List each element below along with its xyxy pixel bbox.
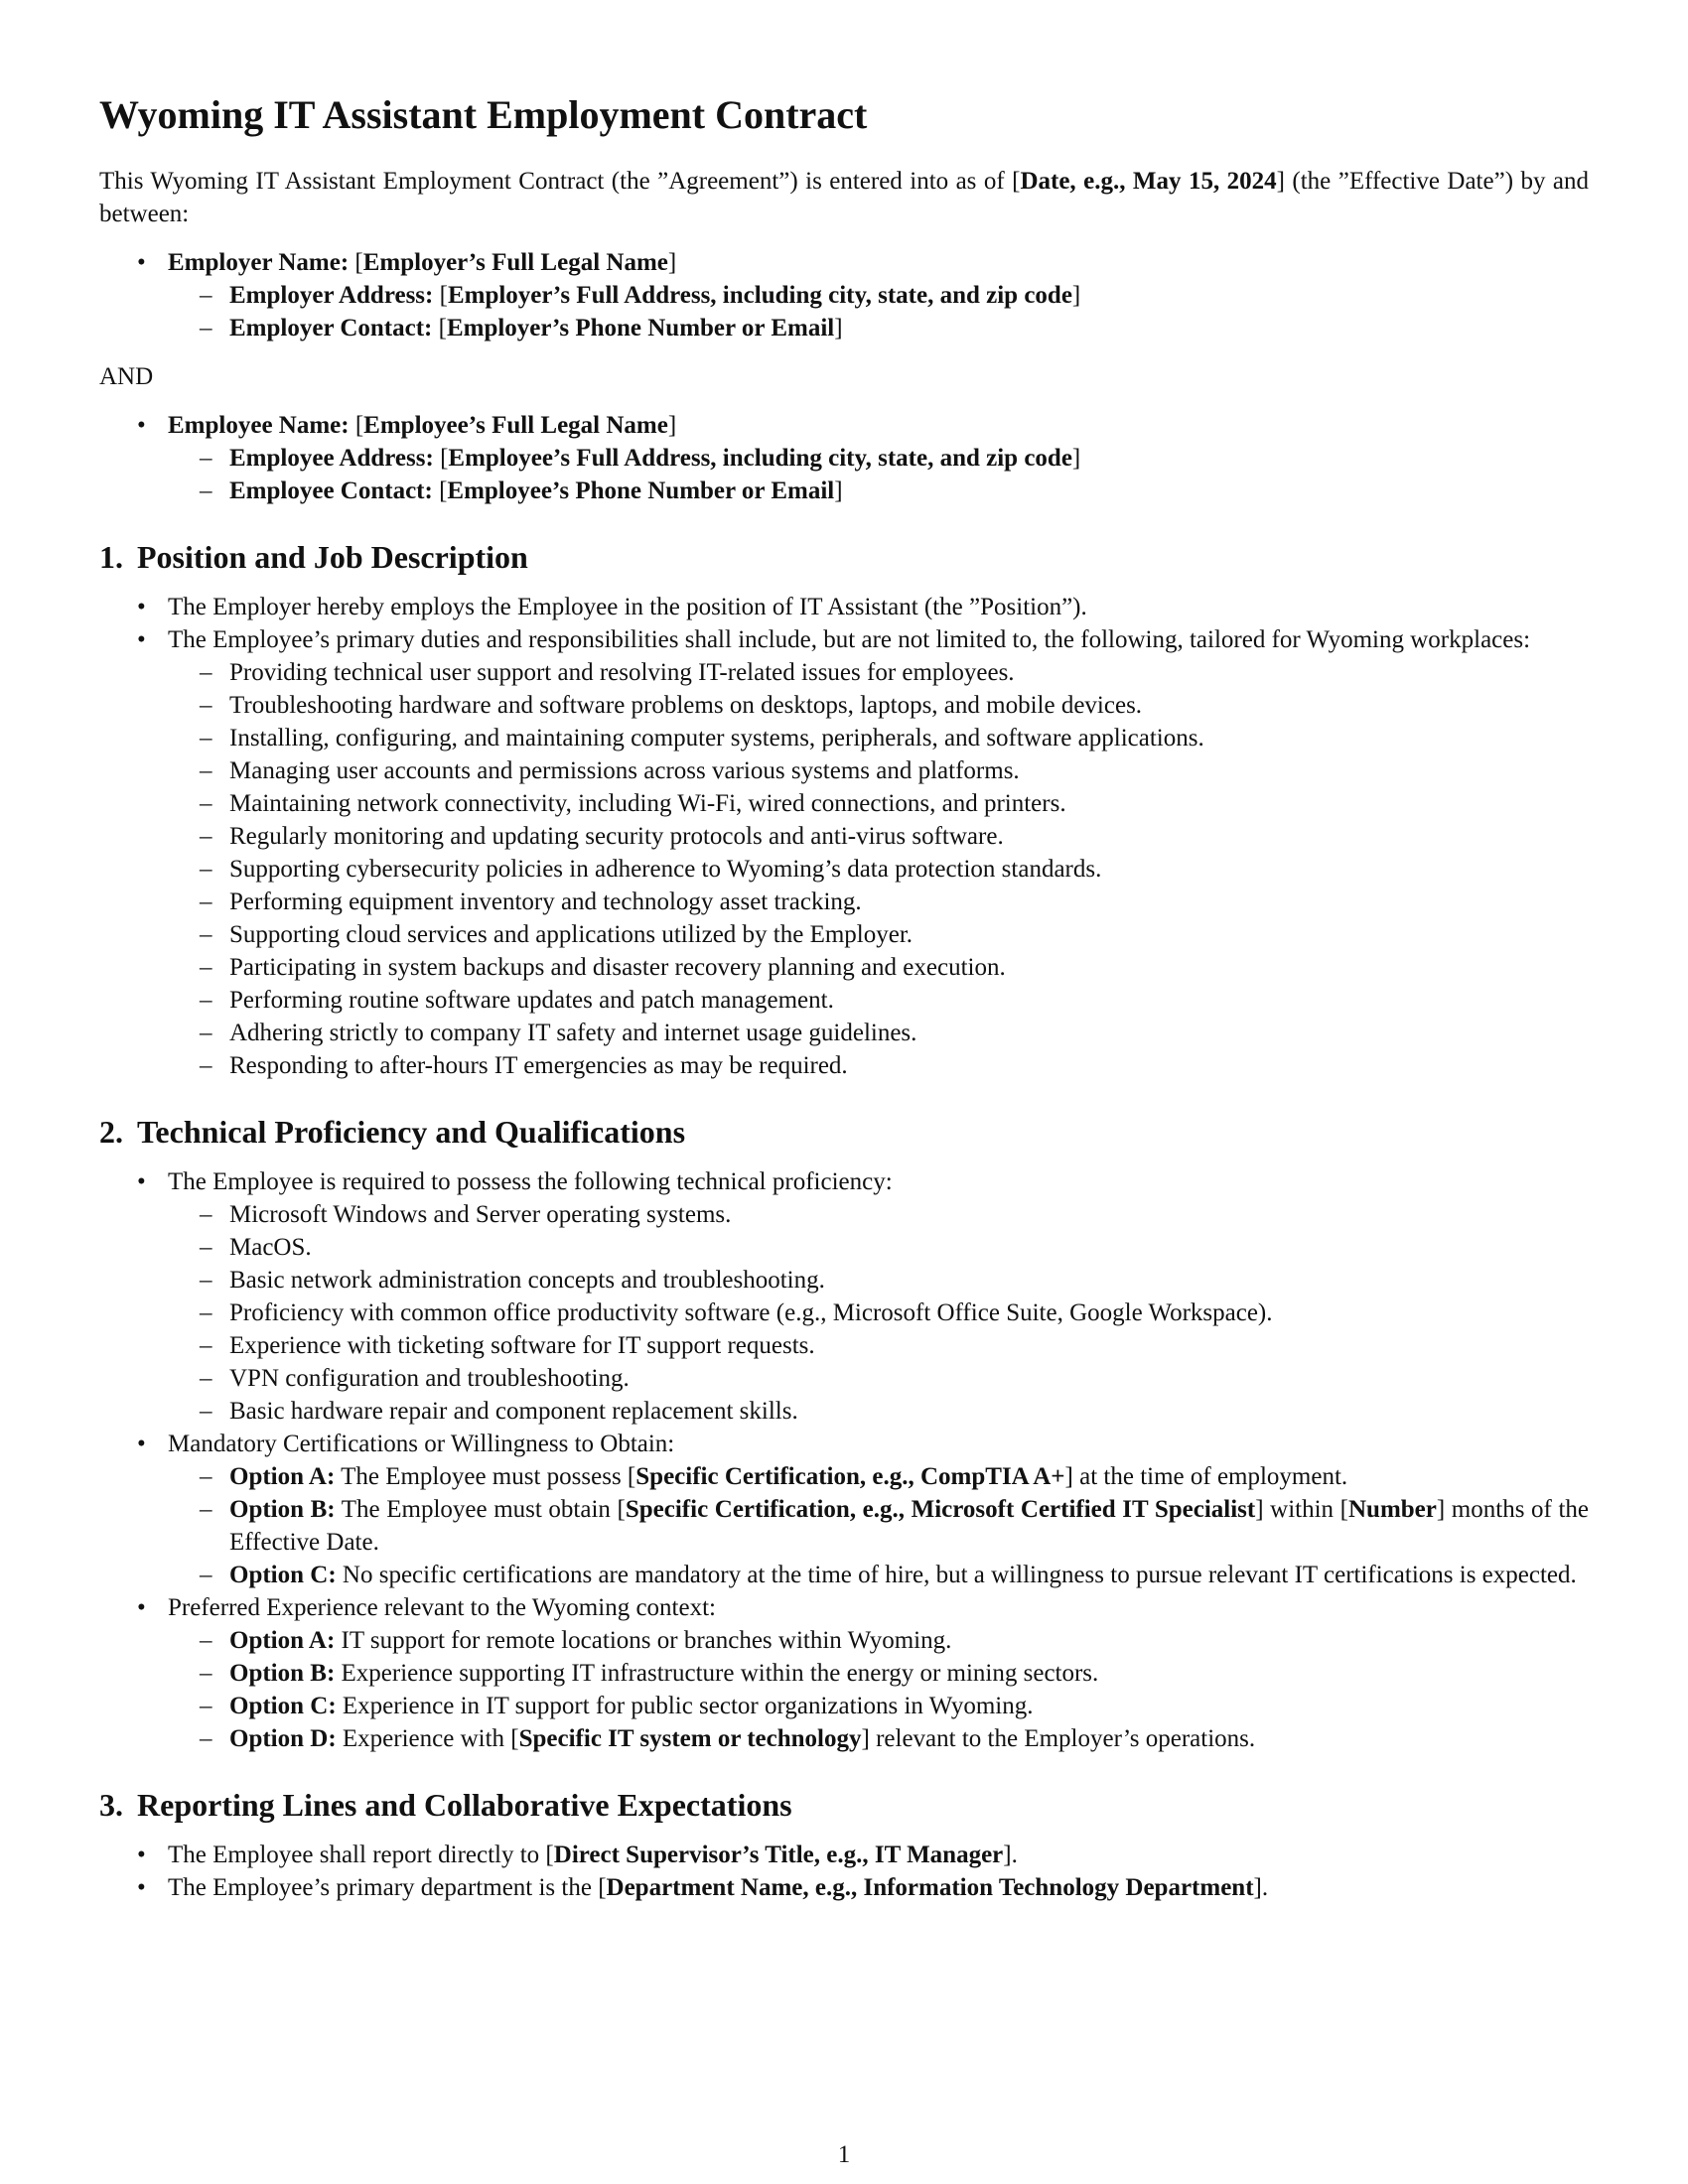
employer-address-value: Employer’s Full Address, including city, state, and zip code <box>447 282 1072 309</box>
employer-address-item: – Employer Address: [Employer’s Full Address, including city, state, and zip code] <box>168 279 1589 312</box>
option-text: The Employee must possess [ <box>335 1463 636 1490</box>
duty-item: – Performing routine software updates and patch management. <box>168 984 1589 1017</box>
option-label: Option B: <box>229 1660 336 1687</box>
proficiency-item: – Proficiency with common office productivity software (e.g., Microsoft Office Suite, Google Workspace). <box>168 1297 1589 1329</box>
option-label: Option D: <box>229 1725 337 1752</box>
duty-item: – Adhering strictly to company IT safety and internet usage guidelines. <box>168 1017 1589 1049</box>
option-label: Option A: <box>229 1463 336 1490</box>
list-item <box>99 1839 1589 1871</box>
technology-placeholder: Specific IT system or technology <box>518 1725 862 1752</box>
effective-date-placeholder: Date, e.g., May 15, 2024 <box>1020 168 1277 195</box>
option-text: No specific certifications are mandatory at the time of hire, but a willingness to pursue relevant IT certifications is expected. <box>336 1562 1577 1588</box>
proficiency-intro: The Employee is required to possess the following technical proficiency: <box>168 1168 893 1195</box>
option-text: ] within [ <box>1255 1496 1348 1523</box>
duty-item: – Maintaining network connectivity, including Wi-Fi, wired connections, and printers. <box>168 787 1589 820</box>
duty-item: – Installing, configuring, and maintaining computer systems, peripherals, and software applications. <box>168 722 1589 754</box>
section-2-heading <box>99 1112 1589 1152</box>
option-label: Option C: <box>229 1562 337 1588</box>
duty-item: – Participating in system backups and disaster recovery planning and execution. <box>168 951 1589 984</box>
section-1-list <box>99 591 1589 1082</box>
number-placeholder: Number <box>1347 1496 1437 1523</box>
certification-placeholder: Specific Certification, e.g., CompTIA A+ <box>635 1463 1065 1490</box>
section-3-title: Reporting Lines and Collaborative Expectations <box>137 1787 792 1823</box>
option-text: ] at the time of employment. <box>1064 1463 1348 1490</box>
list-item: • The Employer hereby employs the Employee in the position of IT Assistant (the ”Position”). <box>99 591 1589 623</box>
employee-name-label: Employee Name: <box>168 412 350 439</box>
employer-contact-item: – Employer Contact: [Employer’s Phone Number or Email] <box>168 312 1589 344</box>
proficiency-item: – Microsoft Windows and Server operating systems. <box>168 1198 1589 1231</box>
option-text: Experience supporting IT infrastructure within the energy or mining sectors. <box>335 1660 1099 1687</box>
option-text: IT support for remote locations or branches within Wyoming. <box>335 1627 952 1654</box>
employee-list <box>99 409 1589 507</box>
document-title: Wyoming IT Assistant Employment Contract <box>99 92 868 137</box>
section-2-list <box>99 1165 1589 1755</box>
cert-option-b <box>168 1493 1589 1559</box>
duties-list <box>168 656 1589 1082</box>
supervisor-placeholder: Direct Supervisor’s Title, e.g., IT Manager <box>553 1842 1004 1868</box>
employer-details-list <box>168 279 1589 344</box>
cert-option-c <box>168 1559 1589 1591</box>
duty-item: – Supporting cloud services and applications utilized by the Employer. <box>168 918 1589 951</box>
section-3-number: 3. <box>99 1787 123 1823</box>
list-item <box>99 1428 1589 1591</box>
intro-paragraph <box>99 165 1589 230</box>
list-item-text: ]. <box>1253 1874 1269 1901</box>
employee-contact-value: Employee’s Phone Number or Email <box>447 478 835 504</box>
section-1-heading <box>99 537 1589 577</box>
duty-item: – Supporting cybersecurity policies in adherence to Wyoming’s data protection standards. <box>168 853 1589 886</box>
employer-name-value: Employer’s Full Legal Name <box>362 249 668 276</box>
employee-address-label: Employee Address: <box>229 445 434 472</box>
list-item <box>99 1871 1589 1904</box>
option-text: The Employee must obtain [ <box>335 1496 626 1523</box>
exp-option-a <box>168 1624 1589 1657</box>
proficiency-item: – VPN configuration and troubleshooting. <box>168 1362 1589 1395</box>
certifications-list <box>168 1460 1589 1591</box>
employee-name-value: Employee’s Full Legal Name <box>363 412 668 439</box>
experience-list <box>168 1624 1589 1755</box>
proficiency-item: – Basic hardware repair and component replacement skills. <box>168 1395 1589 1428</box>
proficiency-list <box>168 1198 1589 1428</box>
employee-address-value: Employee’s Full Address, including city, state, and zip code <box>448 445 1072 472</box>
employee-details-list <box>168 442 1589 507</box>
proficiency-item: – Experience with ticketing software for IT support requests. <box>168 1329 1589 1362</box>
proficiency-item: – Basic network administration concepts and troubleshooting. <box>168 1264 1589 1297</box>
exp-option-b <box>168 1657 1589 1690</box>
certifications-intro: Mandatory Certifications or Willingness to Obtain: <box>168 1431 675 1457</box>
section-3-list <box>99 1839 1589 1904</box>
exp-option-d <box>168 1722 1589 1755</box>
employer-address-label: Employer Address: <box>229 282 434 309</box>
section-2-number: 2. <box>99 1114 123 1150</box>
page-number: 1 <box>837 2141 851 2168</box>
option-text: ] relevant to the Employer’s operations. <box>861 1725 1256 1752</box>
employer-name-item: • Employer Name: [Employer’s Full Legal Name] – Employer Address: [Employer’s Full Address, including city, state, and zip code] – Employer Contact: [Employer’s Phone Number or Email] <box>99 246 1589 344</box>
exp-option-c <box>168 1690 1589 1722</box>
duty-item: – Managing user accounts and permissions across various systems and platforms. <box>168 754 1589 787</box>
intro-text-2: ] (the ”Effective Date”) by and between: <box>99 168 1589 227</box>
section-2-title: Technical Proficiency and Qualifications <box>137 1114 686 1150</box>
option-label: Option B: <box>229 1496 336 1523</box>
list-item-text: The Employee’s primary department is the [ <box>168 1874 607 1901</box>
employee-address-item: – Employee Address: [Employee’s Full Address, including city, state, and zip code] <box>168 442 1589 475</box>
intro-text-1: This Wyoming IT Assistant Employment Contract (the ”Agreement”) is entered into as of [ <box>99 168 1021 195</box>
employer-list <box>99 246 1589 344</box>
option-text: Experience with [ <box>336 1725 519 1752</box>
duty-item: – Troubleshooting hardware and software problems on desktops, laptops, and mobile devices. <box>168 689 1589 722</box>
duty-item: – Providing technical user support and resolving IT-related issues for employees. <box>168 656 1589 689</box>
duty-item: – Performing equipment inventory and technology asset tracking. <box>168 886 1589 918</box>
certification-placeholder: Specific Certification, e.g., Microsoft Certified IT Specialist <box>625 1496 1256 1523</box>
section-3-heading <box>99 1785 1589 1825</box>
duties-intro: The Employee’s primary duties and responsibilities shall include, but are not limited to, the following, tailored for Wyoming workplaces: <box>168 626 1531 653</box>
list-item-text: The Employee shall report directly to [ <box>168 1842 554 1868</box>
cert-option-a <box>168 1460 1589 1493</box>
employer-name-label: Employer Name: <box>168 249 350 276</box>
option-text: Experience in IT support for public sector organizations in Wyoming. <box>336 1693 1034 1719</box>
section-1-number: 1. <box>99 539 123 575</box>
experience-intro: Preferred Experience relevant to the Wyoming context: <box>168 1594 716 1621</box>
document-page <box>99 79 1589 1920</box>
duty-item: – Regularly monitoring and updating security protocols and anti-virus software. <box>168 820 1589 853</box>
list-item <box>99 623 1589 1082</box>
employee-contact-label: Employee Contact: <box>229 478 433 504</box>
list-item <box>99 1591 1589 1755</box>
option-label: Option A: <box>229 1627 336 1654</box>
and-separator: AND <box>99 363 154 390</box>
section-1-title: Position and Job Description <box>137 539 528 575</box>
employer-contact-label: Employer Contact: <box>229 315 433 341</box>
employee-contact-item: – Employee Contact: [Employee’s Phone Number or Email] <box>168 475 1589 507</box>
option-label: Option C: <box>229 1693 337 1719</box>
proficiency-item: – MacOS. <box>168 1231 1589 1264</box>
department-placeholder: Department Name, e.g., Information Technology Department <box>606 1874 1254 1901</box>
list-item <box>99 1165 1589 1428</box>
employee-name-item: • Employee Name: [Employee’s Full Legal Name] – Employee Address: [Employee’s Full Address, including city, state, and zip code] – Employee Contact: [Employee’s Phone Number or Email] <box>99 409 1589 507</box>
employer-contact-value: Employer’s Phone Number or Email <box>446 315 835 341</box>
duty-item: – Responding to after-hours IT emergencies as may be required. <box>168 1049 1589 1082</box>
list-item-text: ]. <box>1003 1842 1018 1868</box>
option-text: ] months of the Effective Date. <box>229 1496 1589 1556</box>
